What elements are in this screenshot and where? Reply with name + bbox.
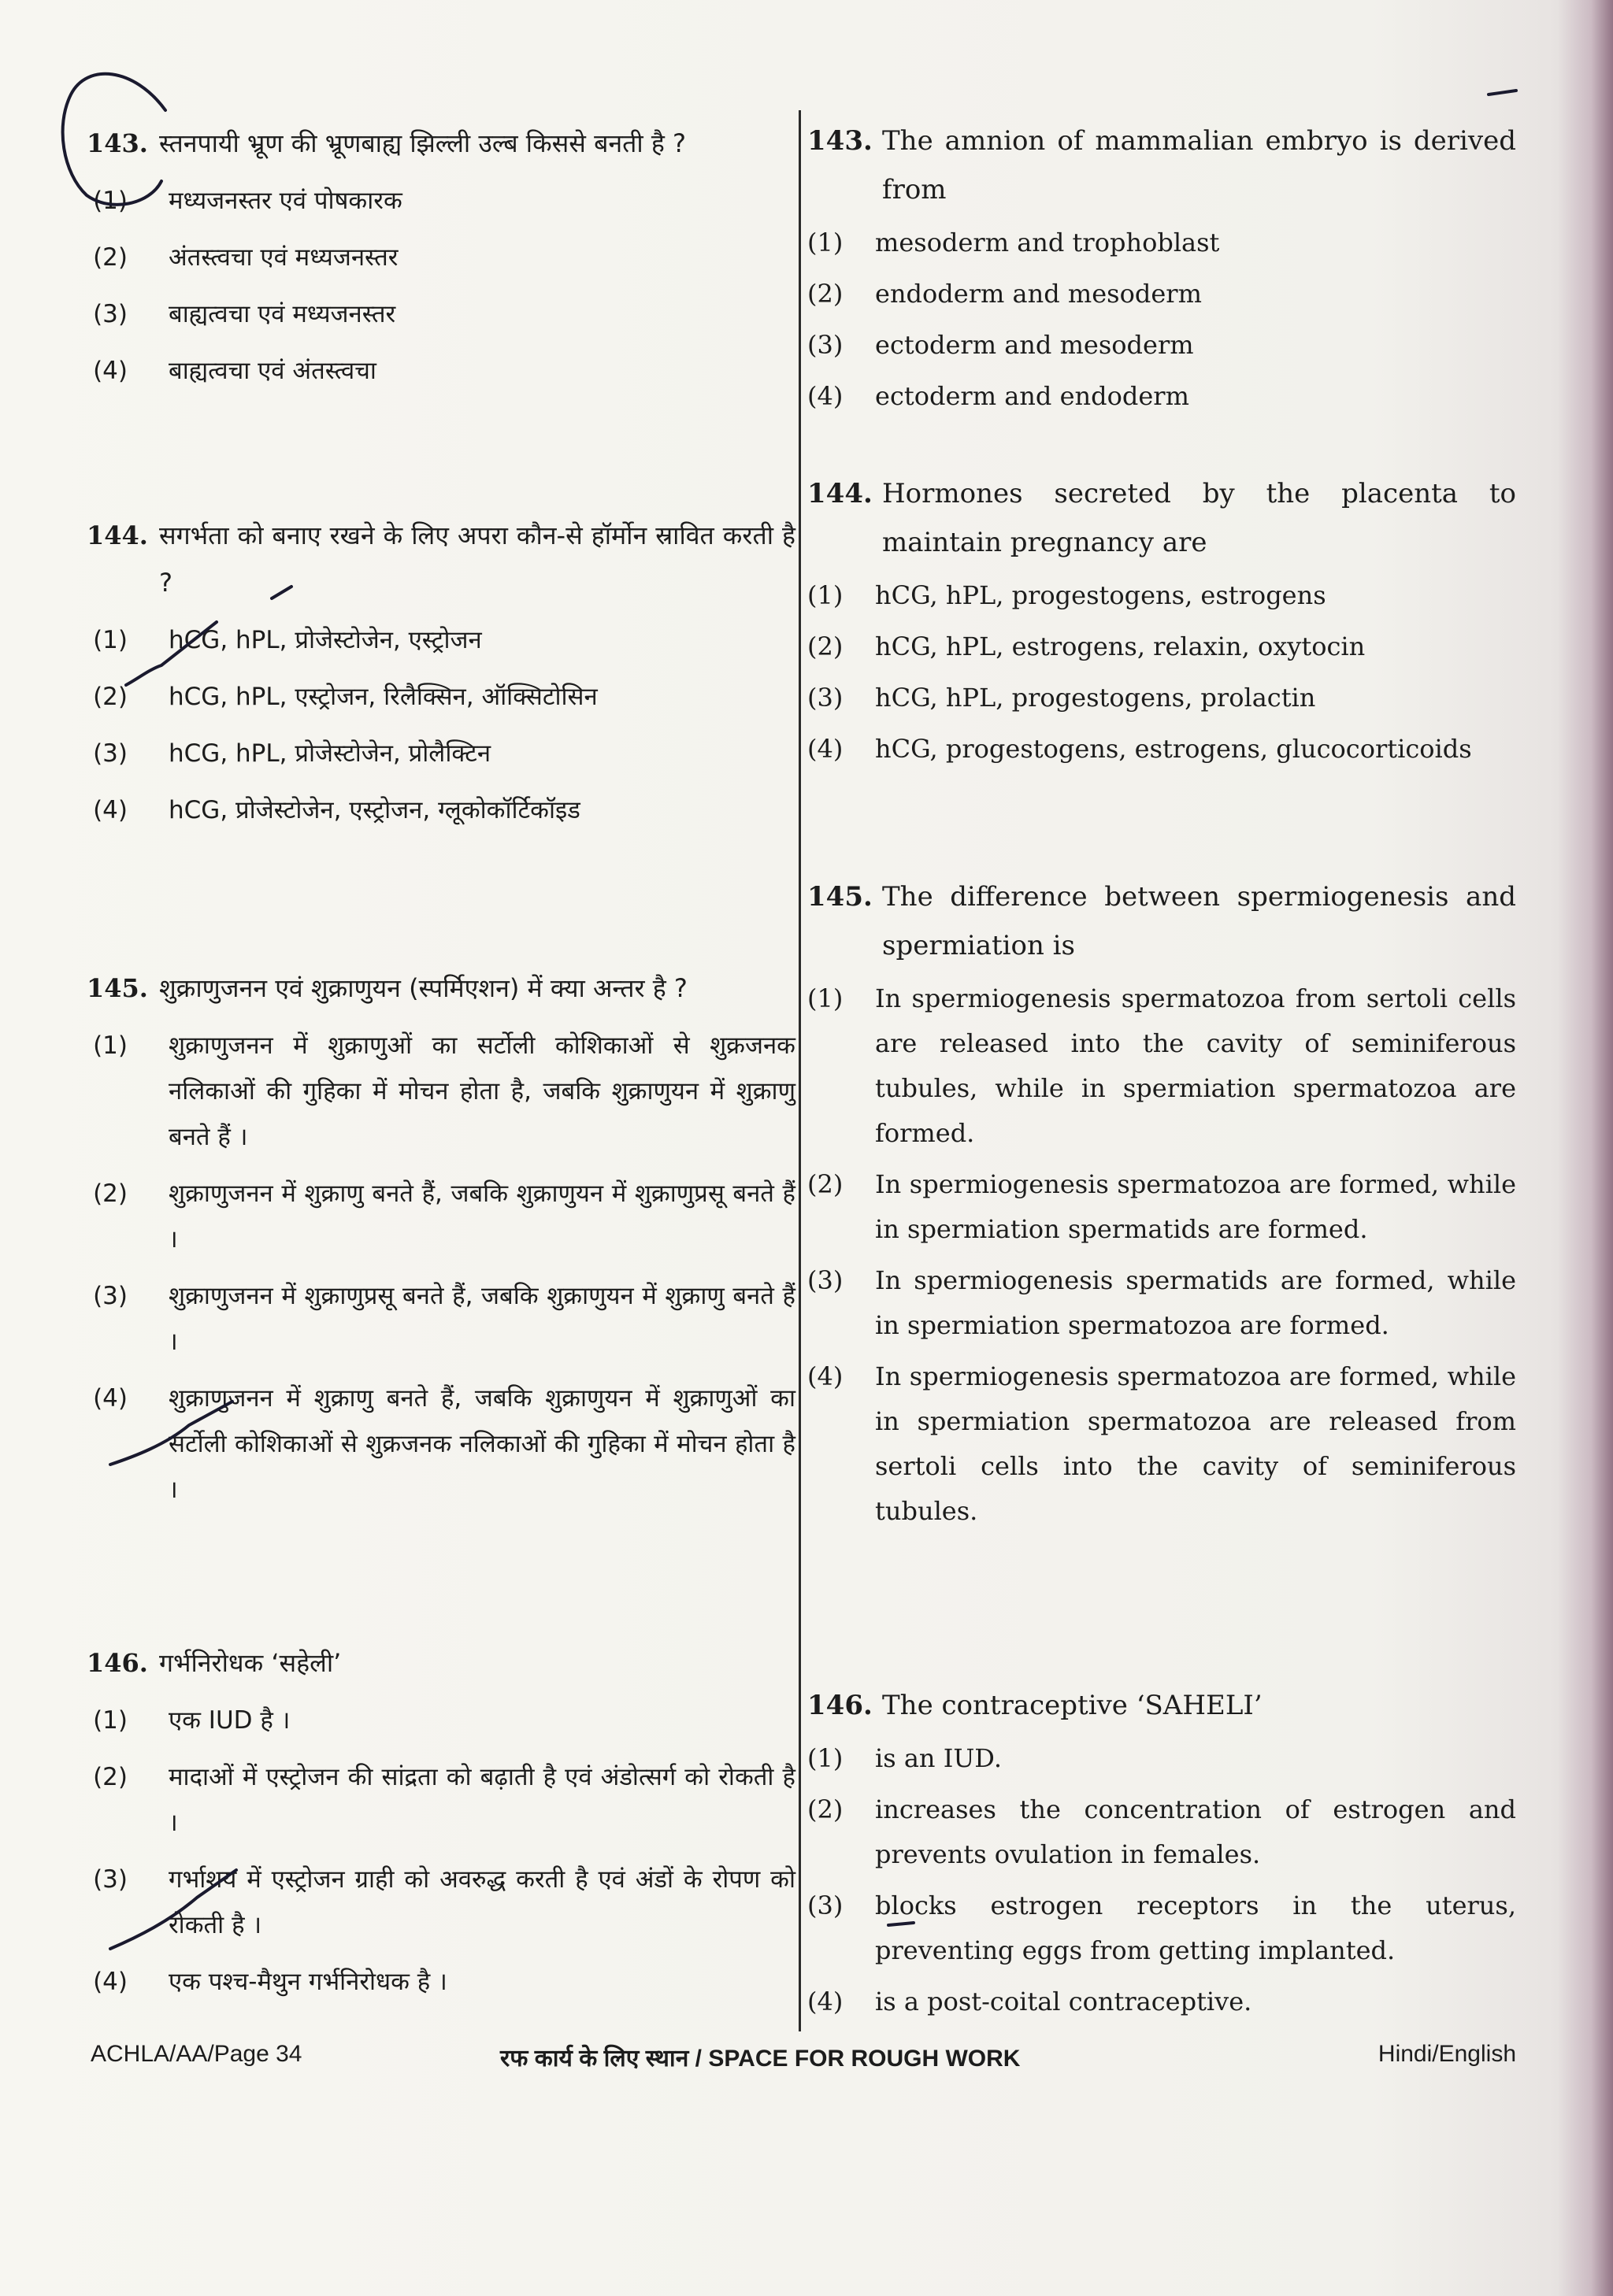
option-3: [807, 1883, 1516, 1973]
option-4: [87, 1376, 795, 1513]
page-code: ACHLA/AA/Page 34: [91, 2041, 302, 2067]
option-number: (3): [93, 300, 128, 328]
question-number: 145.: [807, 881, 873, 913]
option-text: ectoderm and mesoderm: [875, 330, 1194, 360]
option-1: [807, 220, 1516, 265]
option-4: [807, 727, 1516, 772]
option-1: [807, 1736, 1516, 1781]
option-text: मध्यजनस्तर एवं पोषकारक: [169, 187, 402, 215]
option-3: [87, 731, 795, 776]
option-text: hCG, प्रोजेस्टोजेन, एस्ट्रोजन, ग्लूकोकॉर्टिकॉइड: [169, 796, 580, 824]
question-146-hindi: [87, 1639, 795, 2005]
option-text: hCG, hPL, प्रोजेस्टोजेन, एस्ट्रोजन: [169, 626, 482, 654]
question-number: 146.: [807, 1690, 873, 1721]
question-text: The contraceptive ‘SAHELI’: [882, 1690, 1263, 1721]
option-number: (4): [93, 1968, 128, 1996]
option-text: is a post-coital contraceptive.: [875, 1987, 1252, 2016]
option-number: (4): [93, 1384, 128, 1413]
option-2: [87, 235, 795, 280]
option-text: is an IUD.: [875, 1743, 1002, 1773]
question-text: सगर्भता को बनाए रखने के लिए अपरा कौन-से हॉर्मोन स्रावित करती है ?: [159, 520, 795, 598]
option-number: (1): [807, 1743, 844, 1773]
option-1: [87, 1023, 795, 1160]
option-number: (3): [807, 1265, 844, 1295]
page-footer: [91, 2041, 1516, 2080]
option-text: ectoderm and endoderm: [875, 381, 1189, 411]
option-text: mesoderm and trophoblast: [875, 228, 1220, 257]
question-text: स्तनपायी भ्रूण की भ्रूणबाह्य झिल्ली उल्ब किससे बनती है ?: [159, 128, 686, 158]
option-text: शुक्राणुजनन में शुक्राणु बनते हैं, जबकि शुक्राणुयन में शुक्राणुओं का सर्टोली कोशिकाओं से शुक्रजनक नलिकाओं की गुहिका में मोचन होता है ।: [169, 1384, 795, 1504]
option-text: बाह्यत्वचा एवं अंतस्त्वचा: [169, 357, 376, 385]
option-text: एक पश्च-मैथुन गर्भनिरोधक है ।: [169, 1968, 447, 1996]
question-number: 144.: [807, 478, 873, 509]
option-number: (2): [93, 1179, 128, 1208]
option-4: [87, 348, 795, 394]
rough-work-label: रफ कार्य के लिए स्थान / SPACE FOR ROUGH WORK: [500, 2046, 1021, 2072]
option-2: [87, 1171, 795, 1262]
question-143-hindi: [87, 120, 795, 394]
page-edge-shadow: [1558, 0, 1613, 2296]
option-text: hCG, hPL, progestogens, prolactin: [875, 683, 1316, 713]
option-2: [87, 1754, 795, 1846]
option-text: अंतस्त्वचा एवं मध्यजनस्तर: [169, 243, 399, 272]
option-text: In spermiogenesis spermatozoa are formed, while in spermiation spermatozoa are released from sertoli cells into the cavity of seminiferous tubules.: [875, 1361, 1516, 1526]
option-2: [807, 1787, 1516, 1877]
question-number: 144.: [87, 520, 148, 550]
question-number: 145.: [87, 973, 148, 1003]
option-1: [807, 573, 1516, 618]
option-3: [87, 1857, 795, 1948]
option-number: (2): [807, 1169, 844, 1199]
option-2: [807, 1162, 1516, 1252]
question-text: The difference between spermiogenesis and spermiation is: [882, 881, 1516, 961]
option-text: blocks estrogen receptors in the uterus, preventing eggs from getting implanted.: [875, 1890, 1516, 1965]
option-4: [807, 374, 1516, 419]
option-number: (4): [807, 734, 844, 764]
option-text: hCG, hPL, estrogens, relaxin, oxytocin: [875, 631, 1366, 661]
option-number: (1): [93, 1706, 128, 1735]
option-3: [807, 1258, 1516, 1348]
question-text: गर्भनिरोधक ‘सहेली’: [159, 1648, 342, 1678]
option-text: शुक्राणुजनन में शुक्राणुप्रसू बनते हैं, जबकि शुक्राणुयन में शुक्राणु बनते हैं ।: [169, 1282, 795, 1356]
option-text: In spermiogenesis spermatids are formed, while in spermiation spermatozoa are formed.: [875, 1265, 1516, 1340]
option-number: (1): [93, 1031, 128, 1060]
option-2: [807, 272, 1516, 317]
option-text: मादाओं में एस्ट्रोजन की सांद्रता को बढ़ाती है एवं अंडोत्सर्ग को रोकती है ।: [169, 1763, 795, 1837]
option-4: [807, 1354, 1516, 1534]
option-3: [87, 1273, 795, 1365]
option-number: (2): [93, 243, 128, 272]
option-text: एक IUD है ।: [169, 1706, 291, 1735]
option-text: hCG, hPL, एस्ट्रोजन, रिलैक्सिन, ऑक्सिटोसिन: [169, 683, 598, 711]
option-3: [807, 323, 1516, 368]
option-1: [87, 617, 795, 663]
language-label: Hindi/English: [1378, 2041, 1516, 2067]
option-text: गर्भाशय में एस्ट्रोजन ग्राही को अवरुद्ध करती है एवं अंडों के रोपण को रोकती है ।: [169, 1865, 795, 1939]
option-number: (1): [93, 626, 128, 654]
option-number: (1): [807, 228, 844, 257]
option-number: (2): [807, 1794, 844, 1824]
option-number: (4): [807, 1361, 844, 1391]
option-1: [87, 1698, 795, 1743]
option-number: (3): [93, 739, 128, 768]
option-text: बाह्यत्वचा एवं मध्यजनस्तर: [169, 300, 396, 328]
option-number: (4): [93, 796, 128, 824]
question-144-hindi: [87, 512, 795, 833]
question-text: शुक्राणुजनन एवं शुक्राणुयन (स्पर्मिएशन) में क्या अन्तर है ?: [159, 973, 688, 1003]
option-2: [87, 674, 795, 720]
option-1: [807, 976, 1516, 1156]
pen-dash-top-right: [1489, 91, 1516, 94]
question-number: 143.: [807, 125, 873, 157]
option-text: hCG, progestogens, estrogens, glucocorticoids: [875, 734, 1472, 764]
option-text: शुक्राणुजनन में शुक्राणुओं का सर्टोली कोशिकाओं से शुक्रजनक नलिकाओं की गुहिका में मोचन होता है, जबकि शुक्राणुयन में शुक्राणु बनते हैं ।: [169, 1031, 795, 1151]
option-3: [87, 291, 795, 337]
option-number: (2): [93, 683, 128, 711]
option-4: [807, 1979, 1516, 2024]
question-143-english: [807, 117, 1516, 419]
question-144-english: [807, 469, 1516, 772]
option-3: [807, 676, 1516, 720]
option-number: (2): [93, 1763, 128, 1791]
option-text: increases the concentration of estrogen and prevents ovulation in females.: [875, 1794, 1516, 1869]
option-text: hCG, hPL, प्रोजेस्टोजेन, प्रोलैक्टिन: [169, 739, 491, 768]
option-text: शुक्राणुजनन में शुक्राणु बनते हैं, जबकि शुक्राणुयन में शुक्राणुप्रसू बनते हैं ।: [169, 1179, 795, 1254]
option-number: (1): [93, 187, 128, 215]
question-number: 143.: [87, 128, 148, 158]
option-2: [807, 624, 1516, 669]
option-1: [87, 178, 795, 224]
option-4: [87, 787, 795, 833]
option-number: (1): [807, 580, 844, 610]
option-text: hCG, hPL, progestogens, estrogens: [875, 580, 1326, 610]
option-number: (3): [93, 1865, 128, 1894]
question-text: Hormones secreted by the placenta to maintain pregnancy are: [882, 478, 1516, 558]
option-number: (4): [807, 381, 844, 411]
option-text: endoderm and mesoderm: [875, 279, 1202, 309]
option-number: (3): [807, 683, 844, 713]
option-text: In spermiogenesis spermatozoa from sertoli cells are released into the cavity of seminiferous tubules, while in spermiation spermatozoa are formed.: [875, 983, 1516, 1148]
option-number: (4): [807, 1987, 844, 2016]
option-number: (3): [807, 1890, 844, 1920]
option-4: [87, 1959, 795, 2005]
question-number: 146.: [87, 1648, 148, 1678]
question-146-english: [807, 1681, 1516, 2024]
column-divider: [799, 110, 801, 2031]
question-145-english: [807, 872, 1516, 1534]
option-number: (3): [93, 1282, 128, 1310]
option-number: (1): [807, 983, 844, 1013]
question-145-hindi: [87, 965, 795, 1513]
question-text: The amnion of mammalian embryo is derived from: [882, 125, 1516, 206]
option-text: In spermiogenesis spermatozoa are formed, while in spermiation spermatids are formed.: [875, 1169, 1516, 1244]
option-number: (4): [93, 357, 128, 385]
option-number: (3): [807, 330, 844, 360]
option-number: (2): [807, 631, 844, 661]
option-number: (2): [807, 279, 844, 309]
